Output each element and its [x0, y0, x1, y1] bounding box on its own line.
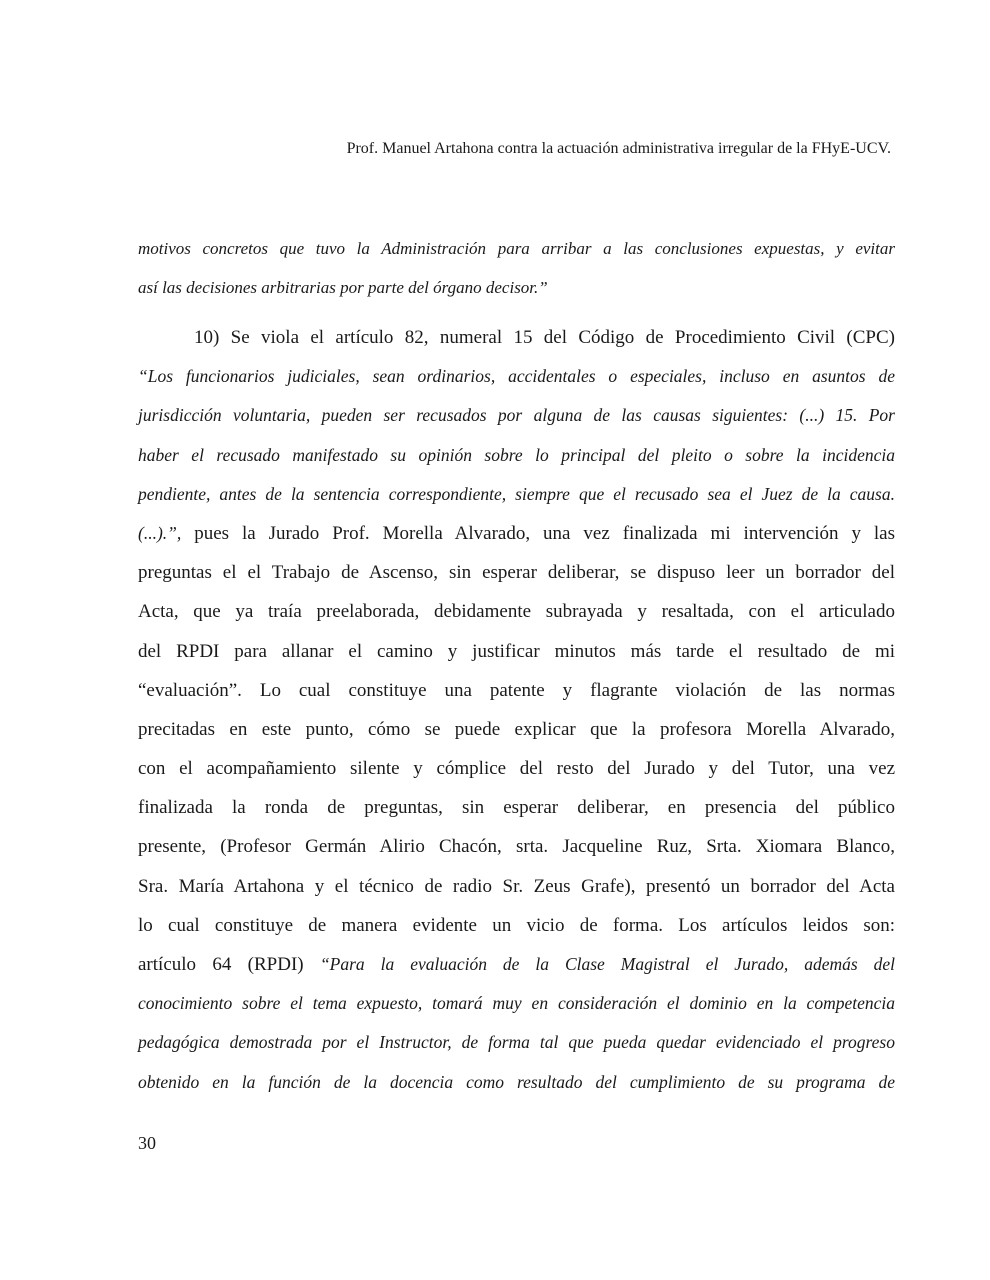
- article-reference: artículo 64 (RPDI): [138, 954, 320, 975]
- paragraph-line-italic: “Los funcionarios judiciales, sean ordinarios, accidentales o especiales, incluso en asuntos de: [138, 366, 895, 387]
- quote-continuation: [138, 229, 895, 307]
- paragraph-line: precitadas en este punto, cómo se puede explicar que la profesora Morella Alvarado,: [138, 718, 895, 740]
- paragraph-line-italic: haber el recusado manifestado su opinión sobre lo principal del pleito o sobre la incidencia: [138, 444, 895, 465]
- paragraph-line: lo cual constituye de manera evidente un vicio de forma. Los artículos leidos son:: [138, 914, 895, 936]
- paragraph-line-italic: pedagógica demostrada por el Instructor, de forma tal que pueda quedar evidenciado el progreso: [138, 1032, 895, 1053]
- paragraph-line-italic: pendiente, antes de la sentencia correspondiente, siempre que el recusado sea el Juez de la causa.: [138, 483, 895, 504]
- paragraph-line: presente, (Profesor Germán Alirio Chacón, srta. Jacqueline Ruz, Srta. Xiomara Blanco,: [138, 836, 895, 858]
- paragraph-line: 10) Se viola el artículo 82, numeral 15 del Código de Procedimiento Civil (CPC): [194, 327, 895, 348]
- paragraph-line: Acta, que ya traía preelaborada, debidamente subrayada y resaltada, con el articulado: [138, 601, 895, 623]
- paragraph-line-italic: jurisdicción voluntaria, pueden ser recusados por alguna de las causas siguientes: (...) 15. Por: [138, 405, 895, 426]
- paragraph-line: finalizada la ronda de preguntas, sin esperar deliberar, en presencia del público: [138, 797, 895, 819]
- paragraph-line-italic: obtenido en la función de la docencia como resultado del cumplimiento de su programa de: [138, 1071, 895, 1092]
- article-quote-italic: “Para la evaluación de la Clase Magistral el Jurado, además del: [319, 954, 895, 974]
- paragraph-line: con el acompañamiento silente y cómplice del resto del Jurado y del Tutor, una vez: [138, 758, 895, 780]
- paragraph-line: Sra. María Artahona y el técnico de radio Sr. Zeus Grafe), presentó un borrador del Acta: [138, 875, 895, 897]
- paragraph-line-italic: conocimiento sobre el tema expuesto, tomará muy en consideración el dominio en la competencia: [138, 993, 895, 1014]
- paragraph-line: preguntas el el Trabajo de Ascenso, sin esperar deliberar, se dispuso leer un borrador del: [138, 562, 895, 584]
- paragraph-line: [138, 514, 895, 553]
- body-paragraph: [138, 318, 895, 1102]
- paragraph-text: pues la Jurado Prof. Morella Alvarado, una vez finalizada mi intervención y las: [181, 522, 895, 544]
- paragraph-line: del RPDI para allanar el camino y justificar minutos más tarde el resultado de mi: [138, 640, 895, 662]
- page-number: 30: [138, 1133, 156, 1153]
- paragraph-line: [138, 945, 895, 984]
- quote-line: así las decisiones arbitrarias por parte del órgano decisor.”: [138, 278, 548, 298]
- paragraph-line: “evaluación”. Lo cual constituye una patente y flagrante violación de las normas: [138, 679, 895, 701]
- quote-line: motivos concretos que tuvo la Administración para arribar a las conclusiones expuestas, y evitar: [138, 239, 895, 258]
- quote-close-italic: (...).”,: [138, 522, 182, 543]
- running-header: Prof. Manuel Artahona contra la actuación administrativa irregular de la FHyE-UCV.: [346, 140, 891, 157]
